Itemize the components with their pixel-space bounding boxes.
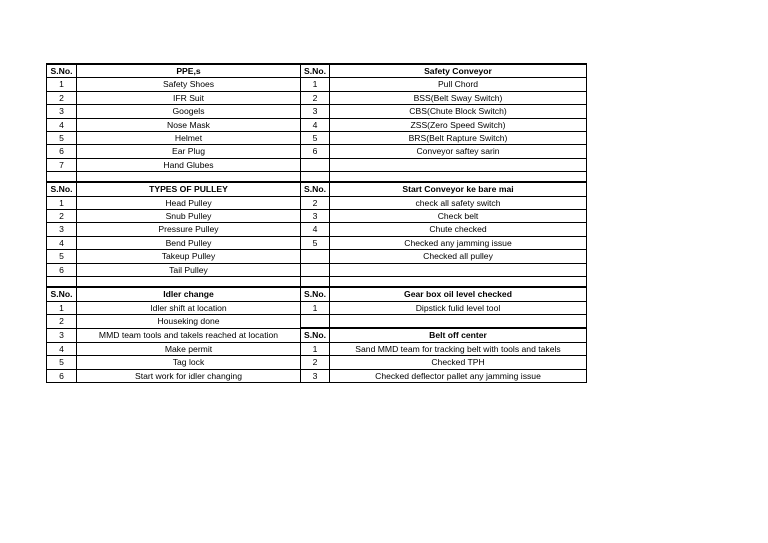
sno-cell: 4 [301, 118, 330, 131]
table-row [47, 236, 587, 249]
item-cell: BSS(Belt Sway Switch) [330, 91, 587, 104]
item-cell: Conveyor saftey sarin [330, 145, 587, 158]
sno-header: S.No. [301, 287, 330, 301]
item-cell: Safety Shoes [77, 78, 301, 91]
sno-cell: 6 [47, 369, 77, 382]
sno-cell: 5 [47, 250, 77, 263]
sno-cell: 4 [301, 223, 330, 236]
empty-cell [330, 172, 587, 183]
item-cell: Sand MMD team for tracking belt with tools and takels [330, 342, 587, 355]
sno-cell: 4 [47, 118, 77, 131]
empty-cell [77, 277, 301, 288]
sno-cell: 2 [47, 314, 77, 328]
item-cell: Idler shift at location [77, 301, 301, 314]
table-row [47, 263, 587, 276]
table-row [47, 118, 587, 131]
item-cell: MMD team tools and takels reached at location [77, 328, 301, 342]
sno-cell [301, 263, 330, 276]
table-row [47, 314, 587, 328]
item-cell: Checked any jamming issue [330, 236, 587, 249]
sno-cell: 3 [301, 105, 330, 118]
item-cell: Tag lock [77, 356, 301, 369]
sno-cell: 4 [47, 342, 77, 355]
item-cell: Make permit [77, 342, 301, 355]
sheet-body [47, 64, 587, 382]
item-cell: check all safety switch [330, 196, 587, 209]
sno-cell: 2 [301, 196, 330, 209]
spacer-row [47, 172, 587, 183]
section-header-row [47, 287, 587, 301]
item-cell: CBS(Chute Block Switch) [330, 105, 587, 118]
item-cell [330, 263, 587, 276]
section-title: Gear box oil level checked [330, 287, 587, 301]
item-cell: Takeup Pulley [77, 250, 301, 263]
sno-cell: 3 [301, 369, 330, 382]
table-row [47, 105, 587, 118]
sno-cell: 7 [47, 158, 77, 171]
section-title: Safety Conveyor [330, 64, 587, 78]
item-cell: ZSS(Zero Speed Switch) [330, 118, 587, 131]
sno-cell: 2 [47, 91, 77, 104]
sno-cell: 3 [47, 328, 77, 342]
sno-header: S.No. [301, 182, 330, 196]
sno-cell: 5 [47, 356, 77, 369]
item-cell: Pressure Pulley [77, 223, 301, 236]
table-row [47, 132, 587, 145]
section-title: Start Conveyor ke bare mai [330, 182, 587, 196]
sno-cell: 5 [301, 132, 330, 145]
sno-cell: 3 [301, 210, 330, 223]
sno-cell [301, 314, 330, 328]
table-row [47, 342, 587, 355]
sno-cell: 1 [47, 196, 77, 209]
sno-cell: 1 [47, 301, 77, 314]
section-header-row [47, 64, 587, 78]
empty-cell [77, 172, 301, 183]
item-cell: Hand Glubes [77, 158, 301, 171]
table-row [47, 210, 587, 223]
empty-cell [47, 277, 77, 288]
table-row [47, 369, 587, 382]
sno-header: S.No. [47, 287, 77, 301]
sno-cell: 3 [47, 105, 77, 118]
table-row [47, 301, 587, 314]
item-cell: Helmet [77, 132, 301, 145]
item-cell [330, 158, 587, 171]
table-row [47, 250, 587, 263]
table-row [47, 78, 587, 91]
item-cell: Nose Mask [77, 118, 301, 131]
item-cell: Check belt [330, 210, 587, 223]
item-cell: Dipstick fulid level tool [330, 301, 587, 314]
item-cell: BRS(Belt Rapture Switch) [330, 132, 587, 145]
item-cell [330, 314, 587, 328]
table-row [47, 356, 587, 369]
sno-cell: 5 [301, 236, 330, 249]
sno-cell: 3 [47, 223, 77, 236]
table-row [47, 158, 587, 171]
table-row [47, 91, 587, 104]
item-cell: Ear Plug [77, 145, 301, 158]
item-cell: Checked TPH [330, 356, 587, 369]
checklist-sheet [46, 63, 587, 383]
empty-cell [301, 172, 330, 183]
section-title: Idler change [77, 287, 301, 301]
item-cell: Bend Pulley [77, 236, 301, 249]
sno-header: S.No. [47, 64, 77, 78]
item-cell: Belt off center [330, 328, 587, 342]
sno-header: S.No. [47, 182, 77, 196]
sno-cell: 6 [47, 263, 77, 276]
item-cell: Houseking done [77, 314, 301, 328]
sno-cell: 1 [301, 342, 330, 355]
item-cell: Checked all pulley [330, 250, 587, 263]
section-title: PPE,s [77, 64, 301, 78]
section-header-row [47, 182, 587, 196]
table-row [47, 145, 587, 158]
item-cell: Snub Pulley [77, 210, 301, 223]
section-title: TYPES OF PULLEY [77, 182, 301, 196]
item-cell: Start work for idler changing [77, 369, 301, 382]
sno-cell: 2 [301, 91, 330, 104]
sno-cell: 1 [301, 301, 330, 314]
empty-cell [47, 172, 77, 183]
sno-cell: 6 [47, 145, 77, 158]
sno-cell: 2 [301, 356, 330, 369]
table-row [47, 328, 587, 342]
empty-cell [330, 277, 587, 288]
sno-header: S.No. [301, 64, 330, 78]
table-row [47, 223, 587, 236]
spacer-row [47, 277, 587, 288]
item-cell: Head Pulley [77, 196, 301, 209]
sno-cell [301, 158, 330, 171]
item-cell: Checked deflector pallet any jamming issue [330, 369, 587, 382]
item-cell: Pull Chord [330, 78, 587, 91]
sno-cell: 5 [47, 132, 77, 145]
sno-cell: S.No. [301, 328, 330, 342]
item-cell: Chute checked [330, 223, 587, 236]
sno-cell [301, 250, 330, 263]
sno-cell: 2 [47, 210, 77, 223]
table-row [47, 196, 587, 209]
empty-cell [301, 277, 330, 288]
sno-cell: 1 [47, 78, 77, 91]
sno-cell: 6 [301, 145, 330, 158]
item-cell: IFR Suit [77, 91, 301, 104]
item-cell: Tail Pulley [77, 263, 301, 276]
sno-cell: 1 [301, 78, 330, 91]
item-cell: Googels [77, 105, 301, 118]
sno-cell: 4 [47, 236, 77, 249]
